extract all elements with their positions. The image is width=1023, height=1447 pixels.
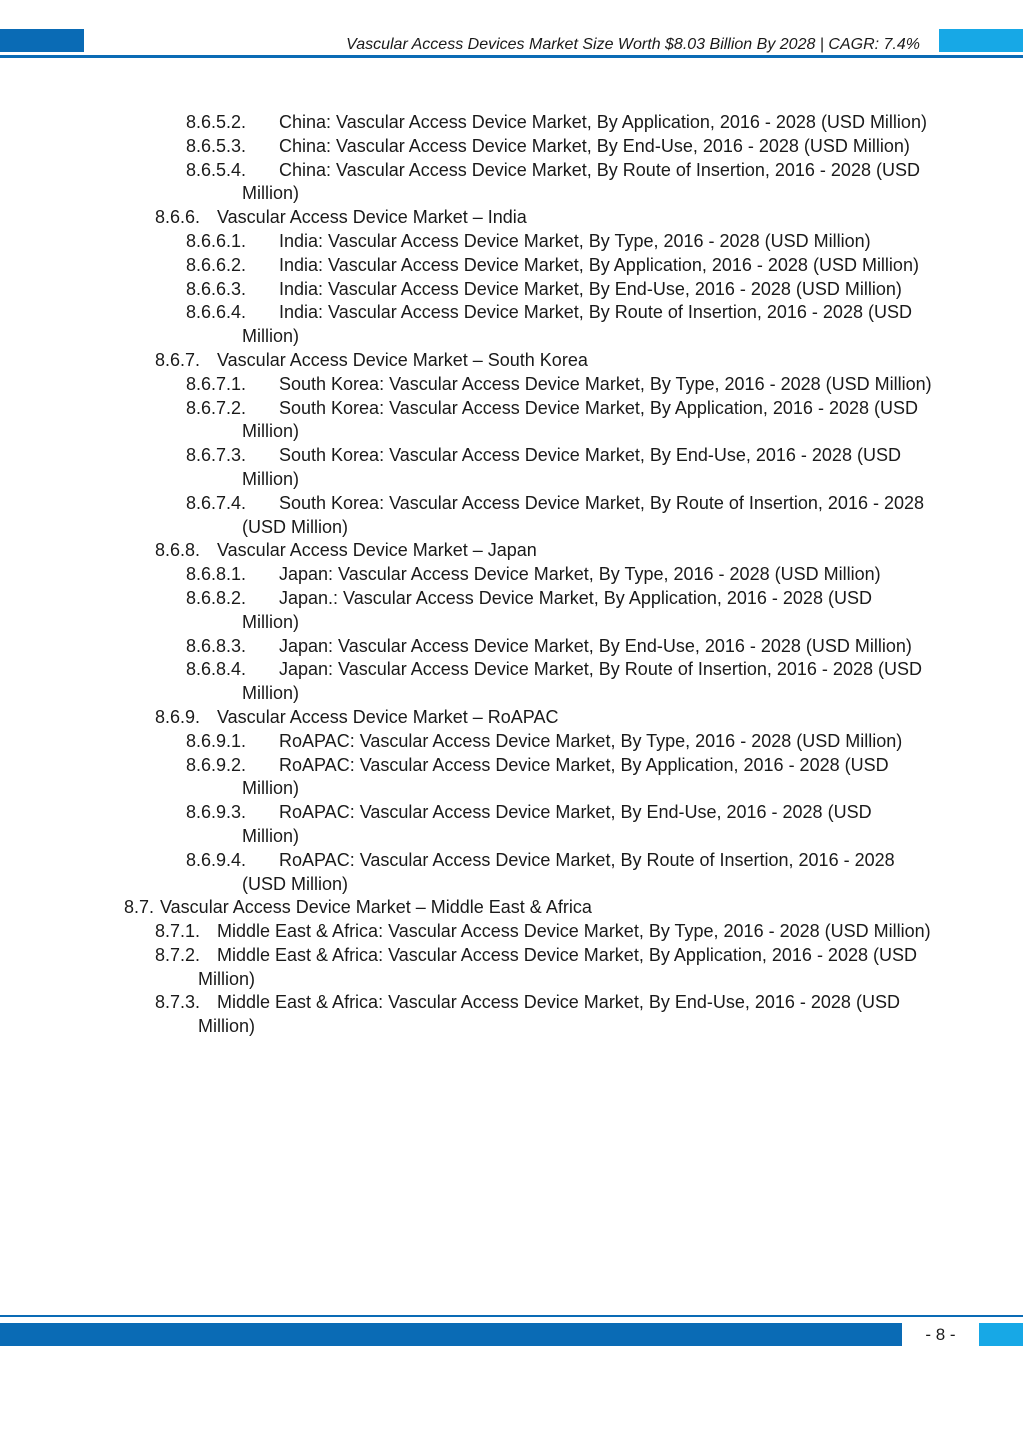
toc-entry[interactable]	[0, 349, 1023, 373]
toc-entry[interactable]	[0, 944, 1023, 992]
toc-entry[interactable]	[0, 230, 1023, 254]
toc-entry-title: South Korea: Vascular Access Device Market, By End-Use, 2016 - 2028 (USD Million)	[242, 445, 901, 489]
toc-entry-title: Middle East & Africa: Vascular Access Device Market, By Application, 2016 - 2028 (USD Million)	[198, 944, 917, 989]
toc-entry-number: 8.6.9.1.	[186, 730, 247, 751]
toc-entry-title: South Korea: Vascular Access Device Market, By Route of Insertion, 2016 - 2028 (USD Million)	[242, 492, 925, 537]
toc-entry-title: India: Vascular Access Device Market, By Application, 2016 - 2028 (USD Million)	[279, 254, 919, 275]
toc-entry-number: 8.7.	[124, 897, 155, 918]
toc-entry-number: 8.6.8.1.	[186, 564, 247, 585]
toc-entry[interactable]	[0, 920, 1023, 944]
toc-entry[interactable]	[0, 135, 1023, 159]
toc-entry[interactable]	[0, 563, 1023, 587]
toc-entry-title: Vascular Access Device Market – RoAPAC	[217, 706, 559, 727]
header-accent-right	[939, 29, 1023, 52]
toc-entry-title: India: Vascular Access Device Market, By End-Use, 2016 - 2028 (USD Million)	[279, 278, 902, 299]
toc-entry[interactable]	[0, 254, 1023, 278]
toc-entry-title: Japan: Vascular Access Device Market, By Route of Insertion, 2016 - 2028 (USD Million)	[242, 659, 922, 704]
header-rule	[0, 55, 1023, 58]
toc-entry[interactable]	[0, 159, 1023, 207]
toc-entry-number: 8.6.7.3.	[186, 445, 247, 466]
toc-entry-number: 8.6.6.4.	[186, 302, 247, 323]
toc-entry[interactable]	[0, 991, 1023, 1039]
toc-entry[interactable]	[0, 849, 1023, 897]
toc-entry-title: RoAPAC: Vascular Access Device Market, By Route of Insertion, 2016 - 2028 (USD Million)	[242, 849, 895, 894]
toc-entry-number: 8.6.7.4.	[186, 492, 247, 513]
toc-entry-title: India: Vascular Access Device Market, By Route of Insertion, 2016 - 2028 (USD Million)	[242, 302, 912, 347]
toc-entry-title: South Korea: Vascular Access Device Market, By Application, 2016 - 2028 (USD Million)	[242, 397, 918, 442]
toc-entry-number: 8.6.5.4.	[186, 159, 247, 180]
toc-entry-title: Middle East & Africa: Vascular Access Device Market, By Type, 2016 - 2028 (USD Million)	[217, 921, 931, 942]
toc-entry-number: 8.6.7.1.	[186, 373, 247, 394]
toc-entry-number: 8.6.5.3.	[186, 135, 247, 156]
toc-entry-title: China: Vascular Access Device Market, By End-Use, 2016 - 2028 (USD Million)	[279, 135, 910, 156]
toc-entry-title: India: Vascular Access Device Market, By Type, 2016 - 2028 (USD Million)	[279, 230, 871, 251]
toc-entry-title: China: Vascular Access Device Market, By Route of Insertion, 2016 - 2028 (USD Million)	[242, 159, 920, 204]
toc-entry-title: RoAPAC: Vascular Access Device Market, By Application, 2016 - 2028 (USD Million)	[242, 754, 889, 799]
document-title: Vascular Access Devices Market Size Worth $8.03 Billion By 2028 | CAGR: 7.4%	[346, 36, 920, 53]
table-of-contents	[0, 111, 1023, 1039]
toc-entry-title: Vascular Access Device Market – Japan	[217, 540, 537, 561]
footer-accent-right	[979, 1323, 1023, 1346]
toc-entry-number: 8.6.7.	[155, 349, 201, 370]
toc-entry-title: Vascular Access Device Market – South Korea	[217, 349, 588, 370]
toc-entry-number: 8.6.8.	[155, 540, 201, 561]
toc-entry-number: 8.6.6.3.	[186, 278, 247, 299]
toc-entry-number: 8.6.6.	[155, 207, 201, 228]
toc-entry-title: China: Vascular Access Device Market, By Application, 2016 - 2028 (USD Million)	[279, 112, 927, 132]
toc-entry-title: RoAPAC: Vascular Access Device Market, By End-Use, 2016 - 2028 (USD Million)	[242, 802, 872, 846]
toc-entry-title: Japan: Vascular Access Device Market, By Type, 2016 - 2028 (USD Million)	[279, 564, 881, 585]
toc-entry[interactable]	[0, 801, 1023, 849]
toc-entry-number: 8.7.3.	[155, 992, 201, 1013]
toc-entry[interactable]	[0, 896, 1023, 920]
toc-entry-number: 8.6.6.2.	[186, 254, 247, 275]
toc-entry[interactable]	[0, 111, 1023, 135]
toc-entry[interactable]	[0, 635, 1023, 659]
toc-entry[interactable]	[0, 730, 1023, 754]
toc-entry[interactable]	[0, 539, 1023, 563]
toc-entry[interactable]	[0, 206, 1023, 230]
toc-entry-number: 8.6.9.3.	[186, 802, 247, 823]
toc-entry-title: Japan: Vascular Access Device Market, By End-Use, 2016 - 2028 (USD Million)	[279, 635, 912, 656]
toc-entry-number: 8.6.8.2.	[186, 587, 247, 608]
toc-entry-number: 8.6.7.2.	[186, 397, 247, 418]
toc-entry-number: 8.7.2.	[155, 944, 201, 965]
toc-entry-title: Japan.: Vascular Access Device Market, By Application, 2016 - 2028 (USD Million)	[242, 587, 872, 632]
toc-entry[interactable]	[0, 587, 1023, 635]
toc-entry-number: 8.6.8.3.	[186, 635, 247, 656]
toc-entry-title: Vascular Access Device Market – India	[217, 207, 527, 228]
toc-entry[interactable]	[0, 754, 1023, 802]
toc-entry-number: 8.6.6.1.	[186, 230, 247, 251]
header-accent-left	[0, 29, 84, 52]
toc-entry[interactable]	[0, 373, 1023, 397]
footer-accent-left	[0, 1323, 902, 1346]
toc-entry-number: 8.6.8.4.	[186, 659, 247, 680]
toc-entry[interactable]	[0, 278, 1023, 302]
toc-entry-number: 8.6.5.2.	[186, 112, 247, 132]
toc-entry[interactable]	[0, 706, 1023, 730]
toc-entry-number: 8.6.9.	[155, 706, 201, 727]
toc-entry[interactable]	[0, 397, 1023, 445]
toc-entry[interactable]	[0, 658, 1023, 706]
toc-entry-number: 8.6.9.4.	[186, 849, 247, 870]
toc-entry[interactable]	[0, 444, 1023, 492]
page-number: - 8 -	[925, 1325, 956, 1344]
toc-entry-title: Middle East & Africa: Vascular Access Device Market, By End-Use, 2016 - 2028 (USD Million)	[198, 992, 900, 1037]
toc-entry-number: 8.7.1.	[155, 921, 201, 942]
footer-rule	[0, 1315, 1023, 1317]
toc-entry[interactable]	[0, 301, 1023, 349]
toc-entry-number: 8.6.9.2.	[186, 754, 247, 775]
toc-entry[interactable]	[0, 492, 1023, 540]
toc-entry-title: RoAPAC: Vascular Access Device Market, By Type, 2016 - 2028 (USD Million)	[279, 730, 903, 751]
toc-entry-title: Vascular Access Device Market – Middle East & Africa	[160, 897, 592, 918]
toc-entry-title: South Korea: Vascular Access Device Market, By Type, 2016 - 2028 (USD Million)	[279, 373, 932, 394]
